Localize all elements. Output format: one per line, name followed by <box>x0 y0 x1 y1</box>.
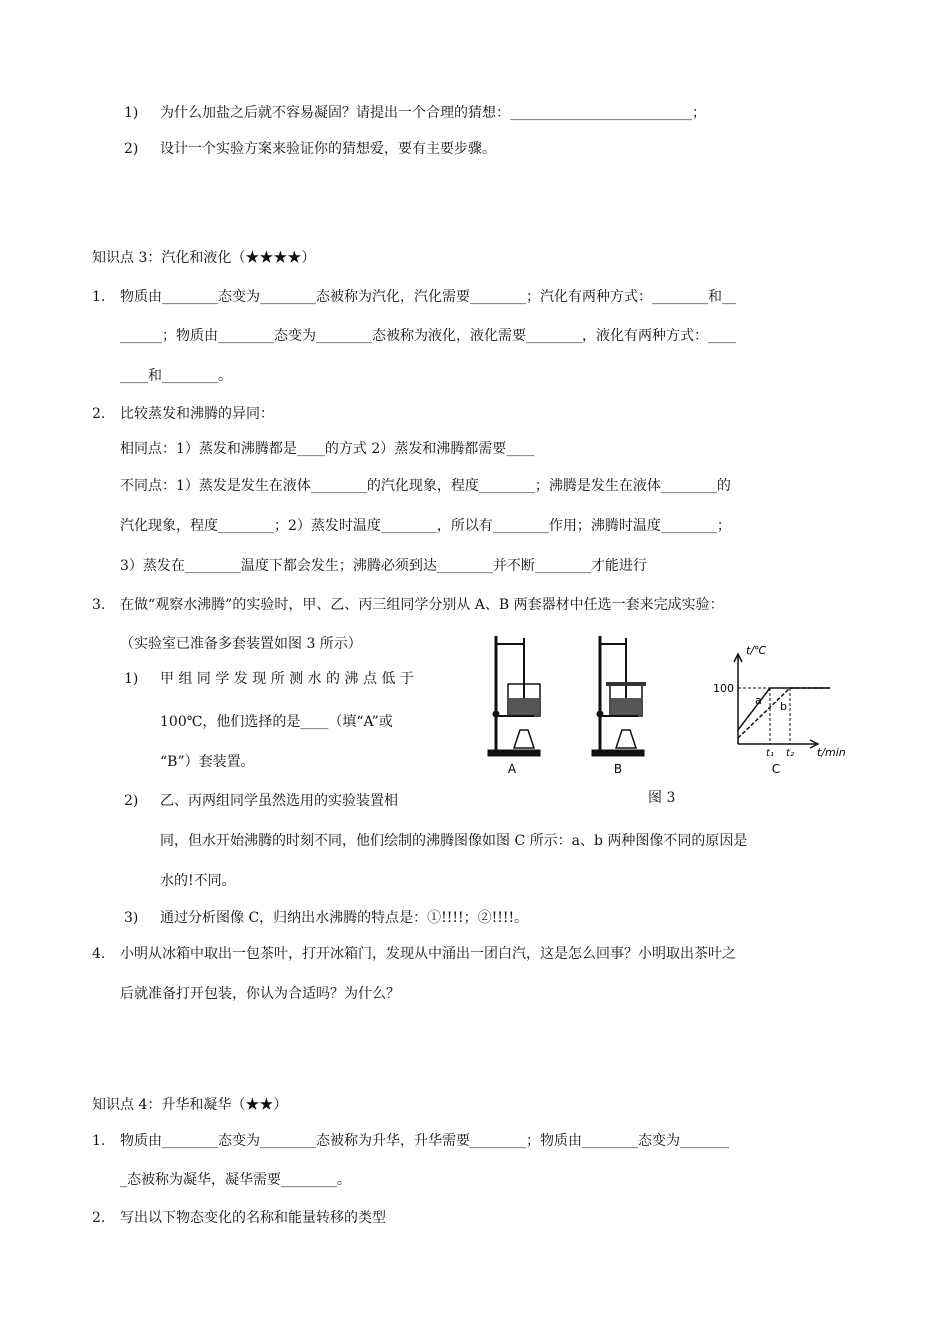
s4-q1-number: 1. <box>92 1133 106 1149</box>
s3-q2-number: 2. <box>92 406 106 422</box>
s3-q1-number: 1. <box>92 289 106 305</box>
graph-c-y-label: t/℃ <box>746 644 767 657</box>
figure-3-drawing <box>484 626 856 776</box>
apparatus-a <box>488 636 540 756</box>
figure-3 <box>484 626 856 776</box>
graph-c-curve-b-label: b <box>780 700 787 713</box>
q0-2-text: 设计一个实验方案来验证你的猜想爱，要有主要步骤。 <box>160 141 496 157</box>
graph-c-x-label: t/min <box>817 746 846 759</box>
graph-c-x-tick-t1: t₁ <box>766 748 774 759</box>
s3-q3-2-line-3: 水的!不同。 <box>160 873 236 889</box>
label-a: A <box>507 762 517 776</box>
s3-q4-number: 4. <box>92 946 106 962</box>
graph-c-y-tick-100: 100 <box>713 682 734 695</box>
s3-q2-line-1: 比较蒸发和沸腾的异同： <box>120 406 274 422</box>
s3-q1-line-3: ____和________。 <box>120 368 232 384</box>
q0-2-number: 2) <box>124 141 139 157</box>
s3-q1-line-1: 物质由________态变为________态被称为汽化，汽化需要________；汽化有两种方式：________和__ <box>120 289 736 305</box>
q0-1-text: 为什么加盐之后就不容易凝固？请提出一个合理的猜想：__________________________； <box>160 105 706 121</box>
s4-q1-line-2: _态被称为凝华，凝华需要________。 <box>120 1172 351 1188</box>
apparatus-b-burner <box>616 730 636 748</box>
section-3-heading: 知识点 3：汽化和液化（★★★★） <box>92 250 316 266</box>
s3-q3-2-line-1: 乙、丙两组同学虽然选用的实验装置相 <box>160 793 398 809</box>
s3-q3-line-2: （实验室已准备多套装置如图 3 所示） <box>120 636 362 652</box>
s3-q3-1-line-2: 100℃，他们选择的是____（填“A”或 <box>160 714 393 730</box>
s3-q3-3-line: 通过分析图像 C，归纳出水沸腾的特点是：①!!!!；②!!!!。 <box>160 910 529 926</box>
label-c: C <box>771 762 781 776</box>
apparatus-b-lid <box>606 682 646 686</box>
s3-q2-line-4: 汽化现象，程度________；2）蒸发时温度________，所以有________作用；沸腾时温度________； <box>120 518 731 534</box>
s3-q4-line-1: 小明从冰箱中取出一包茶叶，打开冰箱门，发现从中涌出一团白汽，这是怎么回事？小明取出茶叶之 <box>120 946 736 962</box>
q0-1-number: 1) <box>124 105 139 121</box>
s4-q2-number: 2. <box>92 1210 106 1226</box>
s3-q4-line-2: 后就准备打开包装，你认为合适吗？为什么？ <box>120 986 400 1002</box>
s3-q3-2-number: 2) <box>124 793 139 809</box>
s3-q3-1-line-3: “B”）套装置。 <box>160 754 255 770</box>
apparatus-a-water <box>509 698 539 715</box>
s4-q2-line-1: 写出以下物态变化的名称和能量转移的类型 <box>120 1210 386 1226</box>
s3-q3-line-1: 在做“观察水沸腾”的实验时，甲、乙、丙三组同学分别从 A、B 两套器材中任选一套来完成实验： <box>120 597 724 613</box>
graph-c-curve-a-label: a <box>755 694 762 707</box>
apparatus-b <box>592 636 646 756</box>
apparatus-a-burner <box>514 730 534 748</box>
apparatus-a-base <box>488 750 540 756</box>
s3-q3-number: 3. <box>92 597 106 613</box>
graph-c-x-tick-t2: t₂ <box>786 748 794 759</box>
s3-q3-1-number: 1) <box>124 671 139 687</box>
s3-q3-1-line-1: 甲 组 同 学 发 现 所 测 水 的 沸 点 低 于 <box>160 671 414 687</box>
s4-q1-line-1: 物质由________态变为________态被称为升华，升华需要________；物质由________态变为_______ <box>120 1133 729 1149</box>
s3-q3-3-number: 3) <box>124 910 139 926</box>
s3-q2-line-3: 不同点：1）蒸发是发生在液体________的汽化现象，程度________；沸腾是发生在液体________的 <box>120 478 731 494</box>
apparatus-b-water <box>611 698 641 715</box>
s3-q3-2-line-2: 同，但水开始沸腾的时刻不同，他们绘制的沸腾图像如图 C 所示：a、b 两种图像不同的原因是 <box>160 833 748 849</box>
apparatus-b-base <box>592 750 644 756</box>
figure-3-caption: 图 3 <box>648 790 676 806</box>
s3-q1-line-2: ______；物质由________态变为________态被称为液化，液化需要________，液化有两种方式：____ <box>120 328 736 344</box>
s3-q2-line-2: 相同点：1）蒸发和沸腾都是____的方式 2）蒸发和沸腾都需要____ <box>120 441 535 457</box>
s3-q2-line-5: 3）蒸发在________温度下都会发生；沸腾必须到达________并不断________才能进行 <box>120 558 647 574</box>
label-b: B <box>613 762 623 776</box>
section-4-heading: 知识点 4：升华和凝华（★★） <box>92 1097 288 1113</box>
